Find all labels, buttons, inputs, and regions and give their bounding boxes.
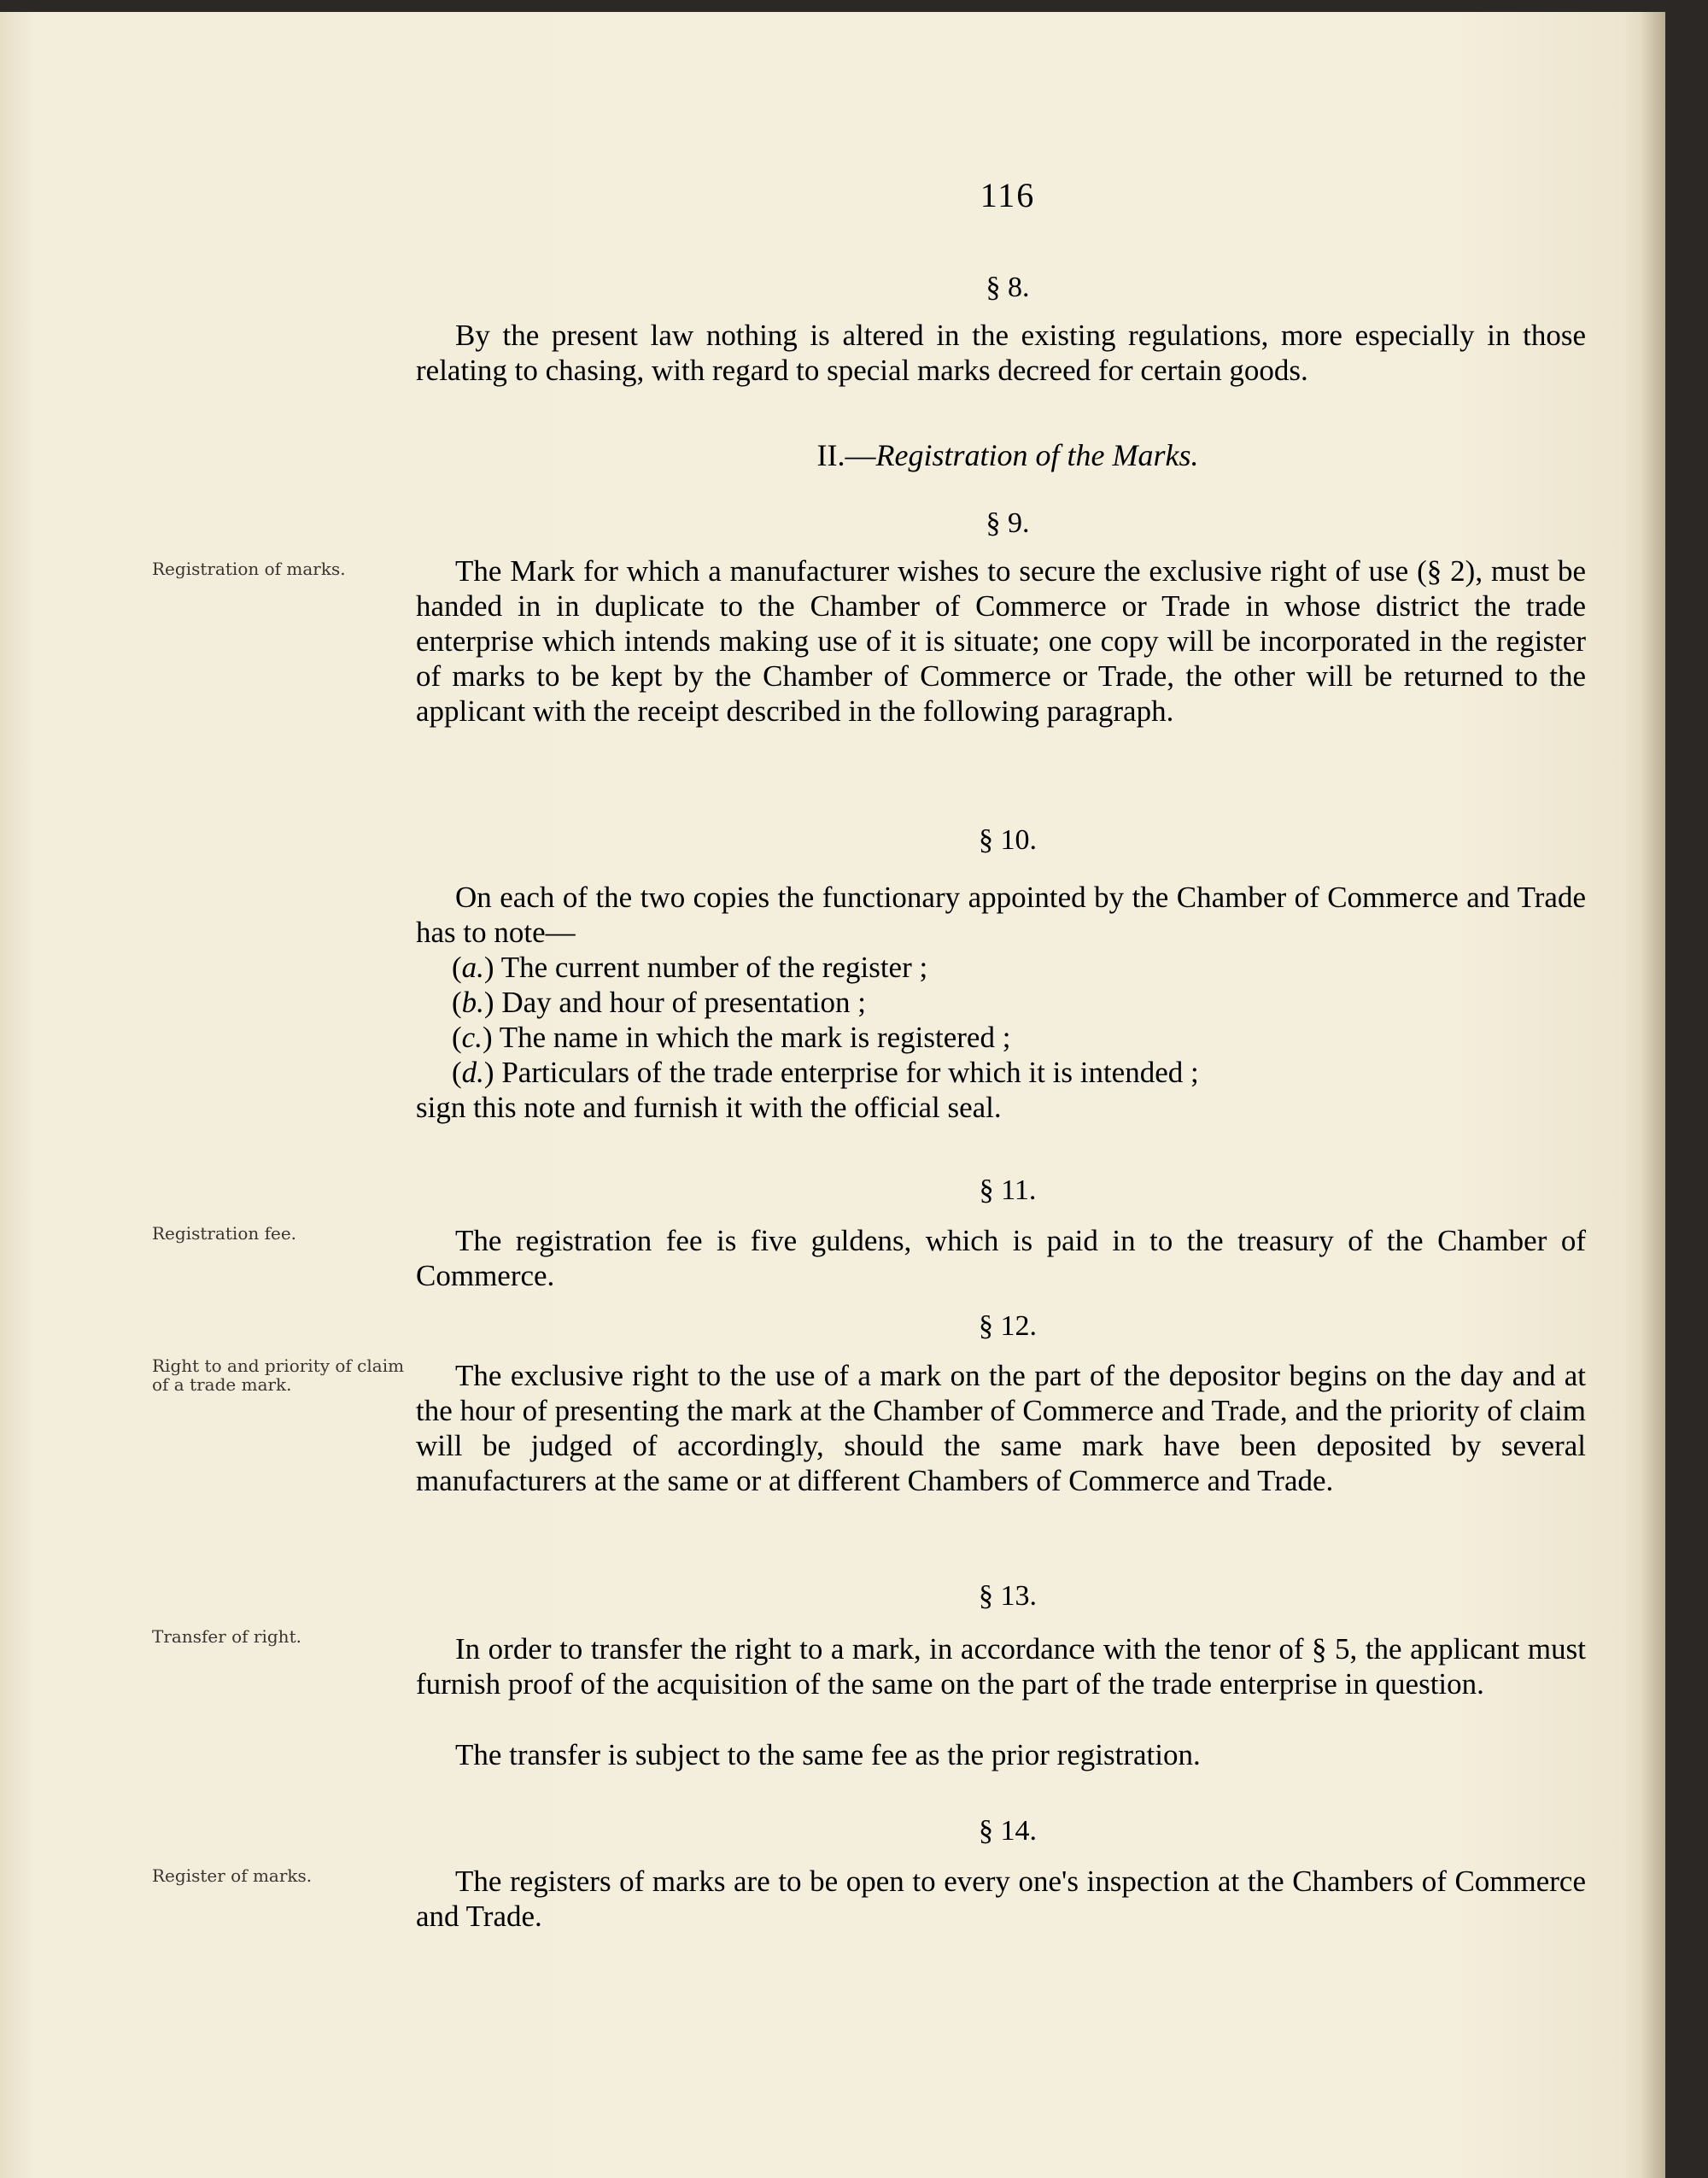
part-title: Registration of the Marks. bbox=[875, 438, 1199, 472]
section-8-text bbox=[416, 318, 1586, 388]
section-10-list bbox=[416, 950, 1586, 1090]
section-8-body: By the present law nothing is altered in the existing regulations, more especially in those relating to chasing, with regard to special marks decreed for certain goods. bbox=[416, 319, 1586, 387]
list-marker: (b.) bbox=[452, 986, 494, 1019]
list-item-text: The name in which the mark is registered ; bbox=[499, 1021, 1011, 1054]
section-10-body: On each of the two copies the functionary appointed by the Chamber of Commerce and Trade has to note— bbox=[416, 881, 1586, 949]
section-10-closing: sign this note and furnish it with the official seal. bbox=[416, 1091, 1002, 1124]
section-12-body: The exclusive right to the use of a mark on the part of the depositor begins on the day and at the hour of presenting the mark at the Chamber of Commerce and Trade, and the priority of claim will be judged of accordingly, should the same mark have been deposited by several manufacturers at the same or at different Chambers of Commerce and Trade. bbox=[416, 1359, 1586, 1497]
section-11-body: The registration fee is five guldens, which is paid in to the treasury of the Chamber of Commerce. bbox=[416, 1224, 1586, 1292]
section-14-text bbox=[416, 1864, 1586, 1934]
section-13-text-2 bbox=[416, 1737, 1586, 1772]
section-11-text bbox=[416, 1223, 1586, 1293]
list-item bbox=[416, 1055, 1586, 1090]
margin-note-registration-fee: Registration fee. bbox=[152, 1223, 297, 1244]
list-marker: (d.) bbox=[452, 1056, 494, 1089]
list-marker: (a.) bbox=[452, 951, 494, 984]
list-item-text: Day and hour of presentation ; bbox=[501, 986, 866, 1019]
page-number: 116 bbox=[980, 176, 1036, 214]
part-heading bbox=[666, 437, 1349, 473]
section-9-heading: § 9. bbox=[986, 507, 1030, 539]
section-13-body: In order to transfer the right to a mark, in accordance with the tenor of § 5, the applicant must furnish proof of the acquisition of the same on the part of the trade enterprise in question. bbox=[416, 1632, 1586, 1701]
section-9-text bbox=[416, 553, 1586, 729]
section-13-heading: § 13. bbox=[979, 1580, 1037, 1612]
margin-note-right-and-priority: Right to and priority of claim of a trade mark. bbox=[152, 1355, 405, 1395]
section-9-body: The Mark for which a manufacturer wishes to secure the exclusive right of use (§ 2), must be handed in in duplicate to the Chamber of Commerce or Trade in whose district the trade enterprise which intends making use of it is situate; one copy will be incorporated in the register of marks to be kept by the Chamber of Commerce or Trade, the other will be returned to the applicant with the receipt described in the following paragraph. bbox=[416, 554, 1586, 728]
section-13-text bbox=[416, 1631, 1586, 1701]
part-numeral: II.— bbox=[816, 438, 876, 472]
section-11-heading: § 11. bbox=[979, 1174, 1037, 1206]
section-14-heading: § 14. bbox=[979, 1815, 1037, 1847]
margin-note-register-of-marks: Register of marks. bbox=[152, 1865, 313, 1886]
list-item bbox=[416, 985, 1586, 1020]
margin-note-registration-of-marks: Registration of marks. bbox=[152, 559, 346, 579]
page-edge-shadow bbox=[1640, 12, 1665, 2178]
section-12-text bbox=[416, 1358, 1586, 1498]
list-marker: (c.) bbox=[452, 1021, 493, 1054]
section-13-body-2: The transfer is subject to the same fee as the prior registration. bbox=[455, 1738, 1201, 1771]
section-14-body: The registers of marks are to be open to every one's inspection at the Chambers of Commerce and Trade. bbox=[416, 1865, 1586, 1933]
section-12-heading: § 12. bbox=[979, 1310, 1037, 1342]
list-item-text: The current number of the register ; bbox=[500, 951, 928, 984]
section-10-text bbox=[416, 880, 1586, 950]
section-10-heading: § 10. bbox=[979, 824, 1037, 856]
list-item bbox=[416, 950, 1586, 985]
list-item-text: Particulars of the trade enterprise for which it is intended ; bbox=[501, 1056, 1199, 1089]
section-8-heading: § 8. bbox=[986, 272, 1030, 303]
list-item bbox=[416, 1020, 1586, 1055]
margin-note-transfer-of-right: Transfer of right. bbox=[152, 1626, 301, 1647]
